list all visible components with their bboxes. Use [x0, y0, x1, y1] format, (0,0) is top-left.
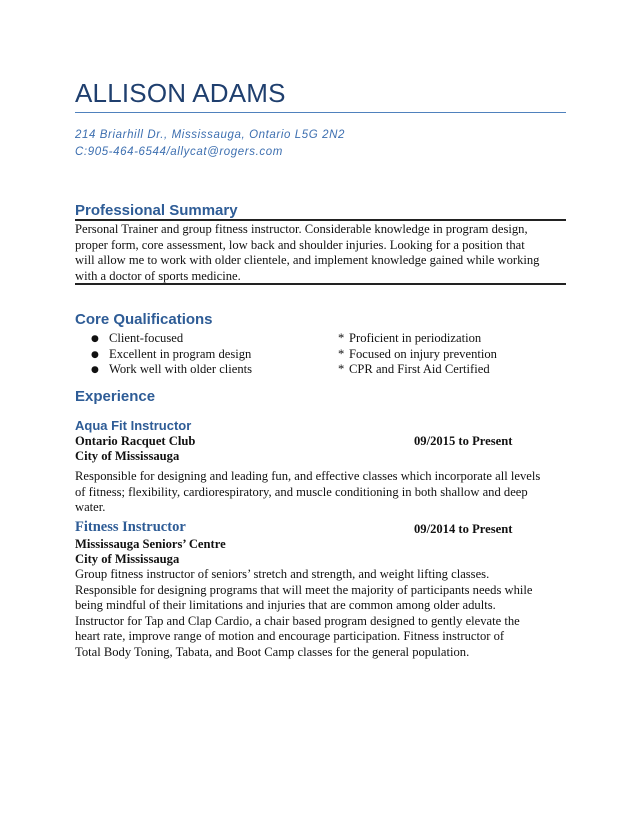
- qualification-text: Proficient in periodization: [349, 331, 482, 345]
- job-employer: Mississauga Seniors’ Centre: [75, 537, 226, 551]
- address-line: 214 Briarhill Dr., Mississauga, Ontario L5G 2N2: [75, 129, 346, 141]
- summary-line: Personal Trainer and group fitness instructor. Considerable knowledge in program design,: [75, 222, 528, 236]
- asterisk-icon: *: [338, 331, 345, 345]
- qualification-text: Focused on injury prevention: [349, 346, 497, 361]
- asterisk-icon: *: [338, 346, 345, 361]
- contact-line: C:905-464-6544/allycat@rogers.com: [75, 146, 283, 158]
- qualification-text: Work well with older clients: [109, 362, 253, 376]
- job-employer: Ontario Racquet Club: [75, 434, 196, 448]
- summary-line: with a doctor of sports medicine.: [75, 268, 241, 283]
- job-location: City of Mississauga: [75, 552, 180, 566]
- asterisk-icon: *: [338, 362, 345, 376]
- job-description-line: Instructor for Tap and Clap Cardio, a chair based program designed to gently elevate the: [75, 613, 520, 628]
- job-description: [75, 469, 570, 516]
- list-item: [91, 362, 252, 378]
- qualification-text: Client-focused: [109, 331, 184, 345]
- qualifications-left-list: [91, 331, 252, 378]
- qualifications-right-list: [338, 331, 497, 378]
- bullet-icon: ●: [91, 349, 99, 360]
- summary-line: proper form, core assessment, low back and shoulder injuries. Looking for a position that: [75, 237, 525, 252]
- list-item: [338, 362, 497, 378]
- job-description-line: being mindful of their limitations and injuries that are common among older adults.: [75, 598, 496, 612]
- job-location: City of Mississauga: [75, 449, 180, 463]
- candidate-name: ALLISON ADAMS: [75, 78, 286, 108]
- list-item: [338, 331, 497, 347]
- qualification-text: Excellent in program design: [109, 346, 252, 361]
- list-item: [91, 331, 252, 347]
- qualification-text: CPR and First Aid Certified: [349, 362, 490, 376]
- job-description-line: Total Body Toning, Tabata, and Boot Camp classes for the general population.: [75, 644, 470, 659]
- job-title: Fitness Instructor: [75, 519, 186, 535]
- name-divider: [75, 112, 566, 113]
- job-title: Aqua Fit Instructor: [75, 418, 192, 433]
- job-description-line: water.: [75, 500, 106, 514]
- summary-heading: Professional Summary: [75, 202, 238, 219]
- bullet-icon: ●: [91, 365, 99, 375]
- list-item: [338, 347, 497, 363]
- list-item: [91, 347, 252, 363]
- job-description: [75, 567, 570, 660]
- job-description-line: Group fitness instructor of seniors’ stretch and strength, and weight lifting classes.: [75, 567, 490, 581]
- qualifications-heading: Core Qualifications: [75, 311, 213, 328]
- job-description-line: of fitness; flexibility, cardiorespiratory, and muscle conditioning in both shallow and deep: [75, 484, 528, 499]
- job-dates: 09/2014 to Present: [414, 522, 513, 536]
- job-description-line: Responsible for designing programs that will meet the majority of participants needs while: [75, 582, 533, 597]
- job-description-line: Responsible for designing and leading fun, and effective classes which incorporate all levels: [75, 469, 541, 483]
- job-description-line: heart rate, improve range of motion and encourage participation. Fitness instructor of: [75, 629, 505, 643]
- job-dates: 09/2015 to Present: [414, 434, 513, 448]
- summary-paragraph: [75, 222, 570, 284]
- summary-line: will allow me to work with older clientele, and implement knowledge gained while working: [75, 253, 540, 267]
- summary-bottom-divider: [75, 283, 566, 285]
- summary-top-divider: [75, 219, 566, 221]
- experience-heading: Experience: [75, 388, 156, 405]
- bullet-icon: ●: [91, 334, 99, 344]
